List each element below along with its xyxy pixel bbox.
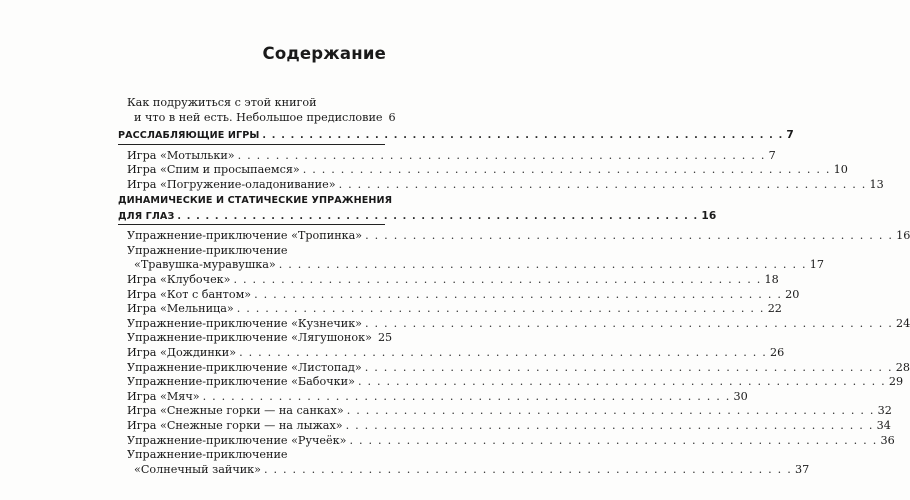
toc-entry (127, 331, 393, 345)
toc-entry (127, 389, 748, 404)
toc-entry (134, 258, 824, 272)
intro-line-2-text: и что в ней есть. Небольшое предисловие (134, 110, 383, 124)
toc-entry-text: Игра «Мельница» (127, 302, 234, 316)
toc-entry-text: Игра «Клубочек» (127, 273, 231, 286)
toc-entry-text: Игра «Мотыльки» (127, 148, 235, 162)
toc-entry (127, 273, 779, 287)
section-heading-text: ДЛЯ ГЛАЗ (118, 210, 175, 222)
toc-entry-page: 29 (888, 375, 904, 389)
dot-leader: . . . . . . . . . . . . . . . . . . . . . . . . . . . . . . . . . . . . . . . . . . . . . . . . . . . . . . . . (278, 258, 807, 272)
toc-entry-page: 10 (833, 163, 848, 177)
toc-entry (127, 375, 904, 389)
dot-leader: . . . . . . . . . . . . . . . . . . . . . . . . . . . . . . . . . . . . . . . . . . . . . . . . . . . . . . . . (357, 375, 886, 389)
toc-entry-page: 13 (869, 177, 884, 191)
toc-entry-text: Упражнение-приключение «Лягушонок» (127, 331, 372, 345)
toc-entry-page: 17 (809, 258, 824, 272)
toc-entry-text: Игра «Мяч» (127, 389, 200, 403)
toc-entry-page: 30 (733, 389, 748, 403)
intro-line-1: Как подружиться с этой книгой (127, 96, 317, 109)
toc-entry (127, 316, 910, 331)
dot-leader: . . . . . . . . . . . . . . . . . . . . . . . . . . . . . . . . . . . . . . . . . . . . . . . . . . . . . . . . (236, 302, 765, 316)
toc-entry-page: 34 (876, 419, 891, 432)
toc-entry (127, 229, 910, 243)
dot-leader: . . . . . . . . . . . . . . . . . . . . . . . . . . . . . . . . . . . . . . . . . . . . . . . . . . . . . . . . (177, 210, 699, 222)
toc-entry-text: Игра «Снежные горки — на санках» (127, 404, 344, 418)
section-heading (118, 209, 717, 223)
toc-entry (134, 462, 810, 477)
toc-entry-page: 37 (794, 462, 810, 476)
toc-entry-text: Упражнение-приключение «Кузнечик» (127, 316, 363, 330)
toc-entry (127, 287, 800, 302)
toc-entry-text: Упражнение-приключение «Бабочки» (127, 375, 355, 389)
section-heading-page: 7 (786, 129, 794, 141)
section-heading-line: ДИНАМИЧЕСКИЕ И СТАТИЧЕСКИЕ УПРАЖНЕНИЯ (118, 195, 393, 206)
dot-leader: . . . . . . . . . . . . . . . . . . . . . . . . . . . . . . . . . . . . . . . . . . . . . . . . . . . . . . . . (338, 177, 867, 191)
toc-entry-page: 7 (768, 148, 776, 162)
toc-entry (127, 346, 785, 360)
toc-entry-text: Упражнение-приключение «Ручеёк» (127, 433, 347, 447)
dot-leader: . . . . . . . . . . . . . . . . . . . . . . . . . . . . . . . . . . . . . . . . . . . . . . . . . . . . . . . . (302, 163, 831, 177)
dot-leader: . . . . . . . . . . . . . . . . . . . . . . . . . . . . . . . . . . . . . . . . . . . . . . . . . . . . . . . . (237, 148, 766, 162)
toc-entry-line: Упражнение-приключение (127, 448, 288, 462)
toc-entry (127, 163, 848, 177)
dot-leader: . . . . . . . . . . . . . . . . . . . . . . . . . . . . . . . . . . . . . . . . . . . . . . . . . . . . . . . . (349, 433, 878, 447)
dot-leader: . . . . . . . . . . . . . . . . . . . . . . . . . . . . . . . . . . . . . . . . . . . . . . . . . . . . . . . . (202, 389, 731, 403)
page-title: Содержание (262, 44, 386, 63)
toc-entry-text: Игра «Кот с бантом» (127, 287, 252, 301)
toc-entry-page: 22 (767, 302, 782, 316)
toc-entry-page: 25 (377, 331, 393, 345)
dot-leader: . . . . . . . . . . . . . . . . . . . . . . . . . . . . . . . . . . . . . . . . . . . . . . . . . . . . . . . . (345, 419, 874, 432)
dot-leader: . . . . . . . . . . . . . . . . . . . . . . . . . . . . . . . . . . . . . . . . . . . . . . . . . . . . . . . . (264, 462, 792, 476)
dot-leader: . . . . . . . . . . . . . . . . . . . . . . . . . . . . . . . . . . . . . . . . . . . . . . . . . . . . . . . . (364, 360, 893, 374)
toc-entry-text: Упражнение-приключение «Тропинка» (127, 229, 363, 243)
toc-entry (127, 148, 776, 163)
dot-leader: . . . . . . . . . . . . . . . . . . . . . . . . . . . . . . . . . . . . . . . . . . . . . . . . . . . . . . . . (239, 346, 768, 359)
intro-line-2-page: 6 (388, 110, 396, 124)
dot-leader: . . . . . . . . . . . . . . . . . . . . . . . . . . . . . . . . . . . . . . . . . . . . . . . . . . . . . . . . (262, 130, 784, 141)
section-rule (118, 144, 385, 145)
dot-leader: . . . . . . . . . . . . . . . . . . . . . . . . . . . . . . . . . . . . . . . . . . . . . . . . . . . . . . . . (365, 316, 893, 330)
dot-leader: . . . . . . . . . . . . . . . . . . . . . . . . . . . . . . . . . . . . . . . . . . . . . . . . . . . . . . . . (365, 229, 894, 243)
toc-entry-line: Упражнение-приключение (127, 243, 288, 257)
dot-leader: . . . . . . . . . . . . . . . . . . . . . . . . . . . . . . . . . . . . . . . . . . . . . . . . . . . . . . . . (233, 273, 762, 286)
toc-entry-text: «Солнечный зайчик» (134, 462, 262, 476)
toc-entry (127, 360, 910, 375)
intro-line-2 (134, 110, 396, 125)
dot-leader: . . . . . . . . . . . . . . . . . . . . . . . . . . . . . . . . . . . . . . . . . . . . . . . . . . . . . . . . (346, 404, 875, 418)
toc-entry (127, 433, 895, 448)
toc-entry-text: Игра «Погружение-оладонивание» (127, 177, 336, 191)
toc-entry-page: 32 (877, 404, 892, 418)
toc-entry-page: 20 (785, 287, 800, 301)
toc-entry-page: 16 (896, 229, 910, 243)
toc-entry-page: 36 (880, 433, 895, 447)
section-heading-text: РАССЛАБЛЯЮЩИЕ ИГРЫ (118, 130, 260, 141)
section-rule (118, 224, 385, 225)
toc-entry (127, 177, 884, 192)
toc-entry (127, 302, 782, 316)
dot-leader: . . . . . . . . . . . . . . . . . . . . . . . . . . . . . . . . . . . . . . . . . . . . . . . . . . . . . . . . (254, 287, 783, 301)
toc-entry-page: 18 (764, 273, 779, 286)
toc-entry-text: Упражнение-приключение «Листопад» (127, 360, 362, 374)
section-heading (118, 128, 794, 142)
toc-entry-page: 24 (895, 316, 910, 330)
toc-entry-page: 28 (895, 360, 910, 374)
toc-entry-text: Игра «Дождинки» (127, 346, 237, 359)
toc-entry-text: Игра «Спим и просыпаемся» (127, 163, 300, 177)
section-heading-page: 16 (701, 209, 717, 222)
toc-entry-page: 26 (770, 346, 785, 359)
toc-entry-text: Игра «Снежные горки — на лыжах» (127, 419, 343, 432)
toc-entry (127, 419, 891, 433)
toc-entry-text: «Травушка-муравушка» (134, 258, 276, 272)
toc-entry (127, 404, 892, 418)
